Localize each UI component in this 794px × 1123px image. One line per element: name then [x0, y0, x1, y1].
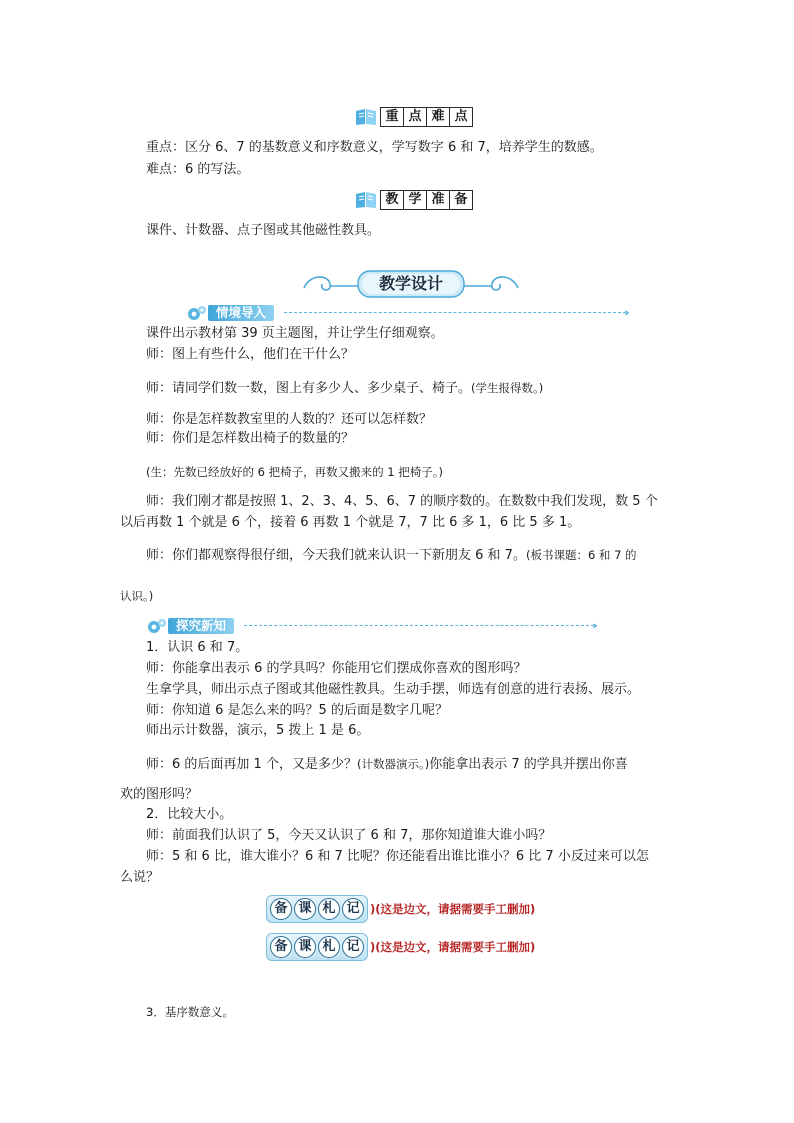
intro-divider [284, 312, 626, 313]
intro-line: 课件出示教材第 39 页主题图，并让学生仔细观察。 [146, 326, 444, 341]
intro-line: (生：先数已经放好的 6 把椅子，再数又搬来的 1 把椅子。) [146, 465, 443, 479]
intro-line: 以后再数 1 个就是 6 个，接着 6 再数 1 个就是 7，7 比 6 多 1，6 比 5 多 1。 [120, 515, 581, 530]
explore-line-note: (计数器演示。) [356, 757, 430, 771]
difficulty-line: 难点：6 的写法。 [146, 162, 250, 177]
lesson-note-text: )(这是边文，请据需要手工删加) [370, 902, 536, 916]
explore-line: 师：你能拿出表示 6 的学具吗？你能用它们摆成你喜欢的图形吗？ [146, 661, 527, 676]
lesson-note-badge [266, 933, 368, 961]
note-char: 课 [294, 936, 316, 958]
intro-label: 情境导入 [208, 305, 274, 321]
explore-line: 1．认识 6 和 7。 [146, 640, 249, 655]
intro-line: 认识。) [120, 589, 154, 603]
explore-line: 生拿学具，师出示点子图或其他磁性教具。生动手摆，师选有创意的进行表扬、展示。 [146, 682, 641, 697]
explore-line: 师：你知道 6 是怎么来的吗？5 的后面是数字几呢？ [146, 703, 448, 718]
lesson-note-badge [266, 895, 368, 923]
double-arrow-icon: ›› [624, 306, 627, 319]
title-char: 备 [454, 192, 468, 207]
title-char: 难 [427, 108, 450, 126]
explore-divider [244, 625, 594, 626]
explore-line [146, 755, 628, 774]
intro-line-text: 师：请同学们数一数，图上有多少人、多少桌子、椅子。 [146, 381, 472, 396]
note-char: 札 [318, 898, 340, 920]
intro-line: 师：你是怎样数教室里的人数的？还可以怎样数？ [146, 412, 433, 427]
note-char: 课 [294, 898, 316, 920]
note-char: 记 [342, 936, 364, 958]
explore-line: 2．比较大小。 [146, 807, 233, 822]
lesson-note-text: )(这是边文，请据需要手工删加) [370, 940, 536, 954]
banner-title: 教学设计 [378, 274, 443, 293]
key-points-header [354, 106, 473, 128]
title-char: 准 [427, 191, 450, 209]
intro-line: 师：我们刚才都是按照 1、2、3、4、5、6、7 的顺序数的。在数数中我们发现，数 5 个 [146, 494, 658, 509]
explore-line: 师：前面我们认识了 5，今天又认识了 6 和 7，那你知道谁大谁小吗？ [146, 828, 552, 843]
explore-header [146, 617, 234, 635]
footer-line: 3．基序数意义。 [146, 1005, 234, 1019]
title-char: 教 [381, 191, 404, 209]
explore-label: 探究新知 [168, 618, 234, 634]
title-char: 学 [404, 191, 427, 209]
intro-line: 师：图上有些什么，他们在干什么？ [146, 347, 355, 362]
key-points-title [380, 107, 473, 127]
intro-line-text: 师：你们都观察得很仔细，今天我们就来认识一下新朋友 6 和 7。 [146, 548, 526, 563]
lesson-note [266, 933, 535, 961]
gear-icon [186, 304, 208, 322]
explore-line: 么说？ [120, 870, 160, 885]
explore-line-text: 你能拿出表示 7 的学具并摆出你喜 [429, 757, 628, 772]
intro-line-note: (学生报得数。) [471, 381, 544, 395]
key-points-line: 重点：区分 6、7 的基数意义和序数意义，学写数字 6 和 7，培养学生的数感。 [146, 140, 603, 155]
preparation-line: 课件、计数器、点子图或其他磁性教具。 [146, 223, 381, 238]
explore-line-text: 师：6 的后面再加 1 个，又是多少？ [146, 757, 357, 772]
preparation-title [380, 190, 473, 210]
note-char: 备 [270, 936, 292, 958]
intro-header [186, 304, 274, 322]
title-char: 点 [404, 108, 427, 126]
title-char: 点 [454, 109, 468, 124]
note-char: 备 [270, 898, 292, 920]
intro-line [146, 546, 637, 565]
preparation-header [354, 189, 473, 211]
explore-line: 师出示计数器，演示，5 拨上 1 是 6。 [146, 723, 370, 738]
note-char: 札 [318, 936, 340, 958]
gear-icon [146, 617, 168, 635]
intro-line [146, 379, 543, 398]
note-char: 记 [342, 898, 364, 920]
book-icon [354, 107, 378, 127]
explore-line: 欢的图形吗？ [120, 787, 199, 802]
explore-line: 师：5 和 6 比，谁大谁小？6 和 7 比呢？你还能看出谁比谁小？6 比 7 小反过来可以怎 [146, 849, 649, 864]
teaching-design-banner [300, 266, 522, 300]
intro-line-note: (板书课题：6 和 7 的 [525, 548, 637, 562]
intro-line: 师：你们是怎样数出椅子的数量的？ [146, 431, 355, 446]
lesson-note [266, 895, 535, 923]
book-icon [354, 190, 378, 210]
title-char: 重 [381, 108, 404, 126]
double-arrow-icon: ›› [592, 619, 595, 632]
